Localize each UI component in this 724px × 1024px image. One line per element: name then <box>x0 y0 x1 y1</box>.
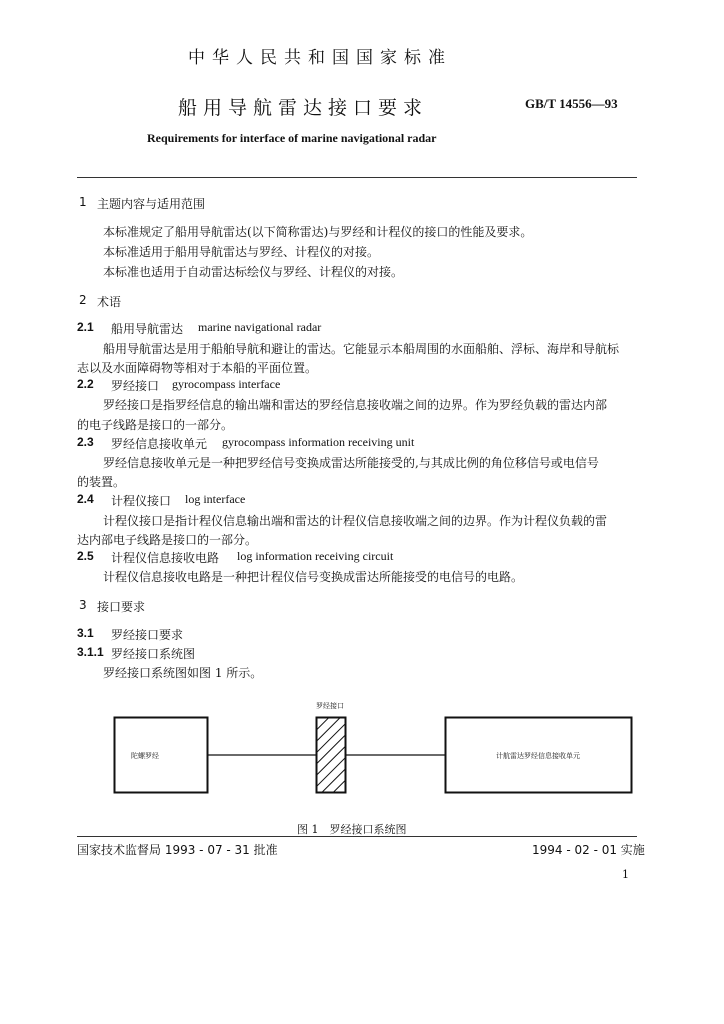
footer-rule <box>77 836 637 837</box>
interface-label: 罗经接口 <box>316 702 344 710</box>
term-2-4-line-2: 达内部电子线路是接口的一部分。 <box>77 533 258 547</box>
term-2-4-line-1: 计程仪接口是指计程仪信息输出端和雷达的计程仪信息接收端之间的边界。作为计程仪负载的雷 <box>103 514 608 528</box>
term-2-4-chinese: 计程仪接口 <box>111 494 172 508</box>
section-3-1-title: 罗经接口要求 <box>111 628 184 642</box>
term-2-2-chinese: 罗经接口 <box>111 379 160 393</box>
header-rule <box>77 177 637 178</box>
term-2-1-number: 2.1 <box>77 320 94 334</box>
term-2-5-line-1: 计程仪信息接收电路是一种把计程仪信号变换成雷达所能接受的电信号的电路。 <box>103 570 524 584</box>
interface-hatched-block <box>317 718 346 793</box>
term-2-1-english: marine navigational radar <box>198 320 322 334</box>
section-3-1-1-text: 罗经接口系统图如图 1 所示。 <box>103 666 263 680</box>
gyrocompass-box <box>115 718 208 793</box>
term-2-3-english: gyrocompass information receiving unit <box>222 435 415 449</box>
english-title: Requirements for interface of marine navigational radar <box>147 131 437 145</box>
term-2-5-chinese: 计程仪信息接收电路 <box>111 551 220 565</box>
page-number: 1 <box>622 868 629 881</box>
term-2-3-line-2: 的装置。 <box>77 475 126 489</box>
term-2-3-line-1: 罗经信息接收单元是一种把罗经信号变换成雷达所能接受的,与其成比例的角位移信号或电信号 <box>103 456 599 470</box>
term-2-1-chinese: 船用导航雷达 <box>111 322 184 336</box>
term-2-2-line-1: 罗经接口是指罗经信息的输出端和雷达的罗经信息接收端之间的边界。作为罗经负载的雷达内部 <box>103 398 608 412</box>
term-2-2-number: 2.2 <box>77 377 94 391</box>
section-1-paragraph-3: 本标准也适用于自动雷达标绘仪与罗经、计程仪的对接。 <box>103 265 404 279</box>
section-3-number: 3 <box>79 598 87 612</box>
term-2-4-english: log interface <box>185 492 246 506</box>
term-2-5-english: log information receiving circuit <box>237 549 394 563</box>
figure-1-caption: 图 1 罗经接口系统图 <box>297 823 407 836</box>
term-2-2-english: gyrocompass interface <box>172 377 281 391</box>
section-3-1-1-title: 罗经接口系统图 <box>111 647 196 661</box>
section-3-title: 接口要求 <box>97 600 146 614</box>
section-1-number: 1 <box>79 195 87 209</box>
section-2-title: 术语 <box>97 295 122 309</box>
term-2-2-line-2: 的电子线路是接口的一部分。 <box>77 418 234 432</box>
section-1-paragraph-1: 本标准规定了船用导航雷达(以下简称雷达)与罗经和计程仪的接口的性能及要求。 <box>103 225 533 239</box>
effective-date: 1994 - 02 - 01 实施 <box>532 843 645 857</box>
term-2-3-number: 2.3 <box>77 435 94 449</box>
term-2-5-number: 2.5 <box>77 549 94 563</box>
section-1-title: 主题内容与适用范围 <box>97 197 206 211</box>
term-2-1-line-2: 志以及水面障碍物等相对于本船的平面位置。 <box>77 361 318 375</box>
term-2-1-line-1: 船用导航雷达是用于船舶导航和避让的雷达。它能显示本船周围的水面船舶、浮标、海岸和导航标 <box>103 342 620 356</box>
term-2-4-number: 2.4 <box>77 492 94 506</box>
term-2-3-chinese: 罗经信息接收单元 <box>111 437 208 451</box>
gyrocompass-box-label: 陀螺罗经 <box>131 752 159 760</box>
section-1-paragraph-2: 本标准适用于船用导航雷达与罗经、计程仪的对接。 <box>103 245 380 259</box>
national-standard-heading: 中华人民共和国国家标准 <box>188 48 452 68</box>
standard-code: GB/T 14556—93 <box>525 96 618 111</box>
section-3-1-1-number: 3.1.1 <box>77 645 104 659</box>
section-2-number: 2 <box>79 293 87 307</box>
approval-date: 国家技术监督局 1993 - 07 - 31 批准 <box>77 843 278 857</box>
figure-1-diagram <box>0 695 724 820</box>
section-3-1-number: 3.1 <box>77 626 94 640</box>
receiving-unit-box-label: 计航雷达罗经信息接收单元 <box>496 752 580 760</box>
document-title: 船用导航雷达接口要求 <box>178 97 429 119</box>
